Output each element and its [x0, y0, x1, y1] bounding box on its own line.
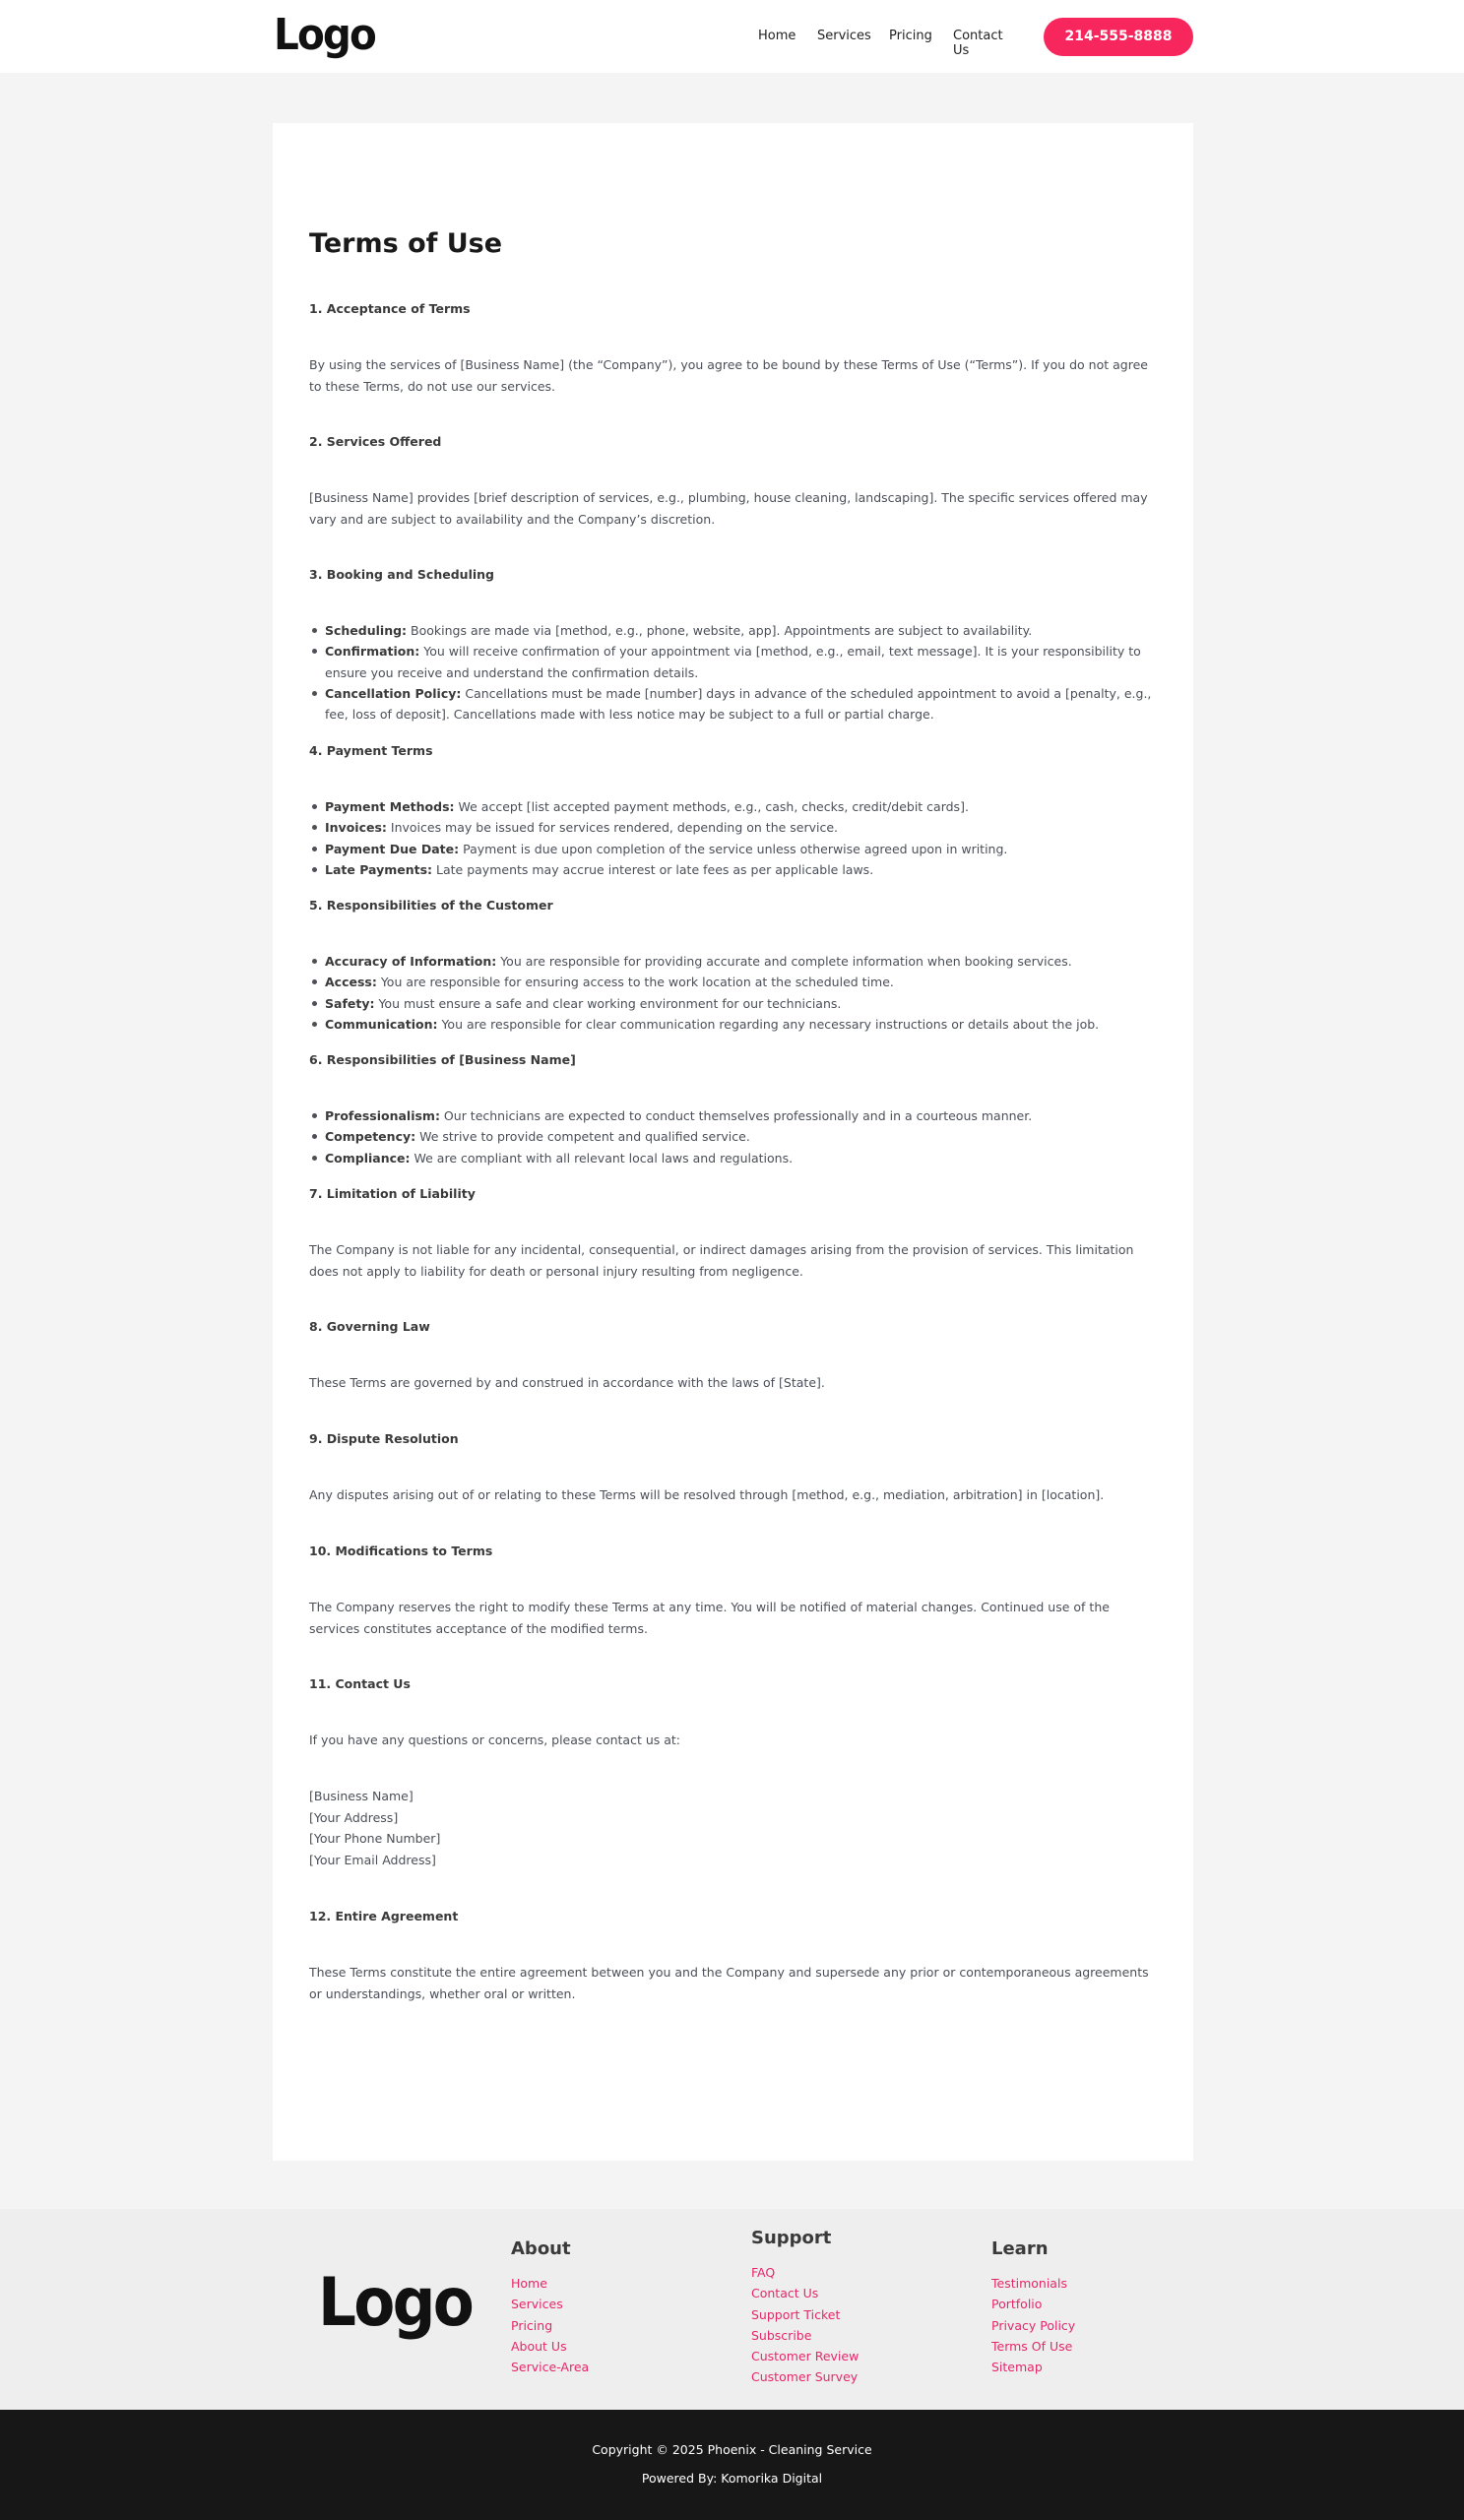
footer-column-support	[751, 2228, 859, 2388]
footer-link[interactable]: Sitemap	[991, 2360, 1043, 2375]
section-heading: 8. Governing Law	[309, 1319, 430, 1334]
list-item: Competency: We strive to provide competent and qualified service.	[325, 1126, 1160, 1147]
section-heading: 1. Acceptance of Terms	[309, 301, 471, 316]
payment-list	[325, 796, 1160, 880]
footer-column-about	[511, 2238, 589, 2377]
section-text: These Terms constitute the entire agreement between you and the Company and supersede any prior or contemporaneous agreements or understandings, whether oral or written.	[309, 1965, 1149, 2001]
footer-column-learn	[991, 2238, 1075, 2377]
section-heading: 6. Responsibilities of [Business Name]	[309, 1052, 576, 1067]
list-item: Scheduling: Bookings are made via [method, e.g., phone, website, app]. Appointments are subject to availability.	[325, 620, 1160, 641]
footer-logo[interactable]: Logo	[318, 2264, 473, 2342]
section-heading: 3. Booking and Scheduling	[309, 567, 494, 582]
section-heading: 9. Dispute Resolution	[309, 1431, 459, 1446]
section-heading: 12. Entire Agreement	[309, 1909, 459, 1923]
list-item: Access: You are responsible for ensuring access to the work location at the scheduled time.	[325, 972, 1160, 992]
list-item: Invoices: Invoices may be issued for services rendered, depending on the service.	[325, 817, 1160, 838]
nav-home[interactable]: Home	[758, 29, 796, 43]
footer-heading: About	[511, 2238, 571, 2259]
nav-pricing[interactable]: Pricing	[889, 29, 932, 43]
list-item: Payment Methods: We accept [list accepted payment methods, e.g., cash, checks, credit/debit cards].	[325, 796, 1160, 817]
footer-link[interactable]: Home	[511, 2276, 547, 2291]
section-text: If you have any questions or concerns, please contact us at:	[309, 1732, 681, 1747]
footer-link[interactable]: Service-Area	[511, 2360, 590, 2375]
section-text: Any disputes arising out of or relating to these Terms will be resolved through [method, e.g., mediation, arbitration] in [location].	[309, 1487, 1105, 1502]
footer-link[interactable]: Subscribe	[751, 2327, 812, 2343]
list-item: Professionalism: Our technicians are expected to conduct themselves professionally and in a courteous manner.	[325, 1105, 1160, 1126]
footer-link[interactable]: Portfolio	[991, 2297, 1043, 2312]
list-item: Safety: You must ensure a safe and clear working environment for our technicians.	[325, 993, 1160, 1014]
list-item: Late Payments: Late payments may accrue interest or late fees as per applicable laws.	[325, 859, 1160, 880]
footer-link[interactable]: FAQ	[751, 2265, 776, 2280]
section-heading: 11. Contact Us	[309, 1676, 411, 1691]
copyright-text: Copyright © 2025 Phoenix - Cleaning Service	[592, 2442, 872, 2457]
section-heading: 5. Responsibilities of the Customer	[309, 898, 553, 913]
footer-link[interactable]: Customer Review	[751, 2349, 859, 2364]
section-text: [Business Name] provides [brief description of services, e.g., plumbing, house cleaning, landscaping]. The specific services offered may vary and are subject to availability and the Company’s discretion.	[309, 490, 1148, 527]
list-item: Payment Due Date: Payment is due upon completion of the service unless otherwise agreed upon in writing.	[325, 839, 1160, 859]
section-heading: 7. Limitation of Liability	[309, 1186, 476, 1201]
list-item: Cancellation Policy: Cancellations must be made [number] days in advance of the scheduled appointment to avoid a [penalty, e.g., fee, loss of deposit]. Cancellations made with less notice may be subject to a full or partial charge.	[325, 683, 1160, 725]
footer-link[interactable]: Pricing	[511, 2317, 553, 2333]
nav-services[interactable]: Services	[817, 29, 871, 43]
footer-link[interactable]: Services	[511, 2297, 563, 2312]
phone-button[interactable]: 214-555-8888	[1044, 18, 1193, 56]
footer-link[interactable]: Testimonials	[991, 2276, 1067, 2291]
footer-heading: Support	[751, 2228, 832, 2248]
section-heading: 10. Modifications to Terms	[309, 1544, 493, 1558]
section-text: The Company is not liable for any incidental, consequential, or indirect damages arising from the provision of services. This limitation does not apply to liability for death or personal injury resulting from negligence.	[309, 1242, 1134, 1279]
site-header	[0, 0, 1464, 73]
footer-bottom-bar	[0, 2410, 1464, 2520]
business-responsibilities-list	[325, 1105, 1160, 1168]
list-item: Confirmation: You will receive confirmation of your appointment via [method, e.g., email, text message]. It is your responsibility to ensure you receive and understand the confirmation details.	[325, 641, 1160, 683]
site-logo[interactable]: Logo	[274, 10, 376, 60]
footer-link[interactable]: Privacy Policy	[991, 2317, 1076, 2333]
list-item: Compliance: We are compliant with all relevant local laws and regulations.	[325, 1148, 1160, 1168]
section-heading: 2. Services Offered	[309, 434, 442, 449]
section-text: These Terms are governed by and construed in accordance with the laws of [State].	[309, 1375, 825, 1390]
footer-link[interactable]: Customer Survey	[751, 2369, 859, 2385]
section-heading: 4. Payment Terms	[309, 743, 433, 758]
footer-link[interactable]: About Us	[511, 2338, 567, 2354]
page-title: Terms of Use	[309, 228, 503, 259]
footer-link[interactable]: Support Ticket	[751, 2306, 841, 2322]
powered-by-text[interactable]: Powered By: Komorika Digital	[641, 2471, 823, 2486]
footer-heading: Learn	[991, 2238, 1049, 2259]
nav-contact-us[interactable]: Contact Us	[953, 29, 1003, 58]
site-footer	[0, 2209, 1464, 2410]
booking-list	[325, 620, 1160, 724]
footer-link[interactable]: Contact Us	[751, 2286, 819, 2301]
customer-responsibilities-list	[325, 951, 1160, 1035]
list-item: Accuracy of Information: You are responsible for providing accurate and complete information when booking services.	[325, 951, 1160, 972]
section-text: By using the services of [Business Name] (the “Company”), you agree to be bound by these Terms of Use (“Terms”). If you do not agree to these Terms, do not use our services.	[309, 357, 1148, 394]
footer-link[interactable]: Terms Of Use	[991, 2338, 1073, 2354]
section-text: The Company reserves the right to modify these Terms at any time. You will be notified of material changes. Continued use of the services constitutes acceptance of the modified terms.	[309, 1600, 1110, 1636]
list-item: Communication: You are responsible for clear communication regarding any necessary instructions or details about the job.	[325, 1014, 1160, 1035]
contact-details: [Business Name] [Your Address] [Your Phone Number] [Your Email Address]	[309, 1789, 441, 1867]
